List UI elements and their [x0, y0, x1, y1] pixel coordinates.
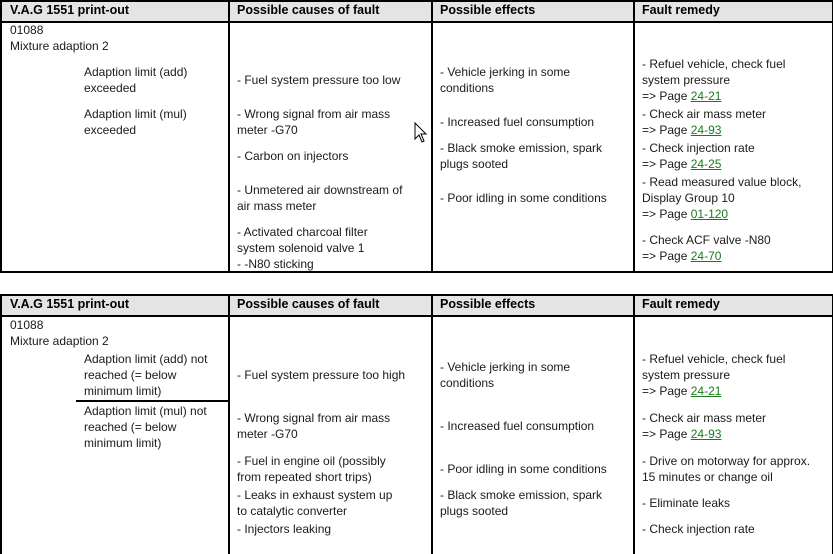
- header-effects: Possible effects: [440, 3, 536, 17]
- cause-item: - Injectors leaking: [237, 522, 332, 536]
- fault-code: 01088: [10, 23, 44, 37]
- page-link[interactable]: 24-70: [690, 249, 722, 263]
- remedy-item: - Check injection rate: [642, 522, 755, 536]
- remedy-item: - Check air mass meter => Page 24-93: [642, 411, 767, 441]
- effect-item: - Increased fuel consumption: [440, 115, 595, 129]
- page-link[interactable]: 24-93: [690, 427, 722, 441]
- page-link[interactable]: 24-93: [690, 123, 722, 137]
- row-divider: [76, 400, 228, 402]
- cause-item: - Fuel system pressure too low: [237, 73, 401, 87]
- column-divider: [633, 2, 635, 271]
- effect-item: - Vehicle jerking in some conditions: [440, 360, 571, 390]
- remedy-item: - Check ACF valve -N80 => Page 24-70: [642, 233, 771, 263]
- header-printout: V.A.G 1551 print-out: [10, 3, 130, 17]
- fault-code-block: [10, 22, 109, 54]
- page-link[interactable]: 01-120: [690, 207, 729, 221]
- header-causes: Possible causes of fault: [237, 297, 380, 311]
- adaption-limit-add: Adaption limit (add) exceeded: [84, 65, 188, 95]
- header-causes: Possible causes of fault: [237, 3, 380, 17]
- cause-item: - Leaks in exhaust system up to catalytic converter: [237, 488, 393, 518]
- header-printout: V.A.G 1551 print-out: [10, 297, 130, 311]
- remedy-item: - Refuel vehicle, check fuel system pressure => Page 24-21: [642, 352, 786, 398]
- fault-name: Mixture adaption 2: [10, 39, 109, 53]
- column-divider: [228, 296, 230, 554]
- cause-item: - Carbon on injectors: [237, 149, 349, 163]
- header-remedy: Fault remedy: [642, 3, 720, 17]
- column-divider: [228, 2, 230, 271]
- column-divider: [431, 2, 433, 271]
- cause-item: - Wrong signal from air mass meter -G70: [237, 107, 391, 137]
- effect-item: - Increased fuel consumption: [440, 419, 595, 433]
- fault-name: Mixture adaption 2: [10, 334, 109, 348]
- remedy-item: - Drive on motorway for approx. 15 minutes or change oil: [642, 454, 811, 484]
- fault-table-not-reached: [0, 294, 833, 554]
- effect-item: - Vehicle jerking in some conditions: [440, 65, 571, 95]
- cause-item: - Activated charcoal filter system solenoid valve 1 - -N80 sticking: [237, 225, 368, 271]
- remedy-item: - Check injection rate => Page 24-25: [642, 141, 755, 171]
- remedy-item: - Check air mass meter => Page 24-93: [642, 107, 767, 137]
- remedy-item: - Refuel vehicle, check fuel system pressure => Page 24-21: [642, 57, 786, 103]
- remedy-item: - Eliminate leaks: [642, 496, 731, 510]
- column-divider: [431, 296, 433, 554]
- remedy-item: - Read measured value block, Display Group 10 => Page 01-120: [642, 175, 802, 221]
- fault-code: 01088: [10, 318, 44, 332]
- cause-item: - Fuel system pressure too high: [237, 368, 406, 382]
- effect-item: - Black smoke emission, spark plugs sooted: [440, 141, 603, 171]
- adaption-limit-mul: Adaption limit (mul) not reached (= below minimum limit): [84, 404, 207, 450]
- effect-item: - Black smoke emission, spark plugs sooted: [440, 488, 603, 518]
- cause-item: - Wrong signal from air mass meter -G70: [237, 411, 391, 441]
- header-remedy: Fault remedy: [642, 297, 720, 311]
- page-link[interactable]: 24-21: [690, 384, 722, 398]
- effect-item: - Poor idling in some conditions: [440, 191, 607, 205]
- adaption-limit-add: Adaption limit (add) not reached (= below minimum limit): [84, 352, 208, 398]
- table-header: [2, 296, 832, 317]
- table-header: [2, 2, 832, 23]
- column-divider: [633, 296, 635, 554]
- page-link[interactable]: 24-25: [690, 157, 722, 171]
- cause-item: - Unmetered air downstream of air mass meter: [237, 183, 403, 213]
- page-link[interactable]: 24-21: [690, 89, 722, 103]
- effect-item: - Poor idling in some conditions: [440, 462, 607, 476]
- header-effects: Possible effects: [440, 297, 536, 311]
- fault-code-block: [10, 317, 109, 349]
- mouse-pointer-icon: [414, 122, 428, 144]
- adaption-limit-mul: Adaption limit (mul) exceeded: [84, 107, 187, 137]
- cause-item: - Fuel in engine oil (possibly from repeated short trips): [237, 454, 386, 484]
